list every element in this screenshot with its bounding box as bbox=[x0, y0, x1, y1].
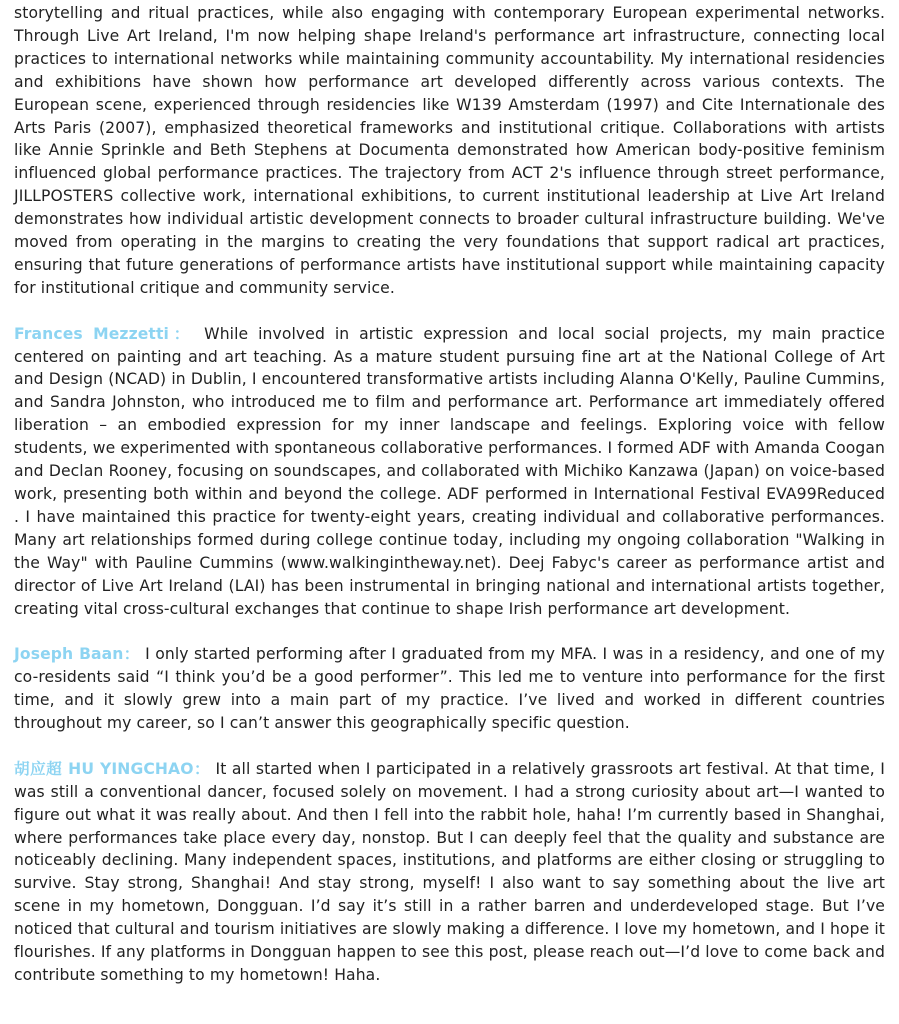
paragraph-text: While involved in artistic expression and local social projects, my main practice centered on painting and art teaching. As a mature student pursuing fine art at the National College of Art and Design (NCAD) in Dublin, I encountered transformative artists including Alanna O'Kelly, Pauline Cummins, and Sandra Johnston, who introduced me to film and performance art. Performance art immediately offered liberation – an embodied expression for my inner landscape and feelings. Exploring voice with fellow students, we experimented with spontaneous collaborative performances. I formed ADF with Amanda Coogan and Declan Rooney, focusing on soundscapes, and collaborated with Michiko Kanzawa (Japan) on voice-based work, presenting both within and beyond the college. ADF performed in International Festival EVA99Reduced . I have maintained this practice for twenty-eight years, creating individual and collaborative performances. Many art relationships formed during college continue today, including my ongoing collaboration "Walking in the Way" with Pauline Cummins (www.walkingintheway.net). Deej Fabyc's career as performance artist and director of Live Art Ireland (LAI) has been instrumental in bringing national and international artists together, creating vital cross-cultural exchanges that continue to shape Irish performance art development. bbox=[14, 324, 885, 618]
paragraph-text: I only started performing after I graduated from my MFA. I was in a residency, and one of my co-residents said “I think you’d be a good performer”. This led me to venture into performance for the first time, and it slowly grew into a main part of my practice. I’ve lived and worked in different countries throughout my career, so I can’t answer this geographically specific question. bbox=[14, 645, 885, 733]
speaker-name: Joseph Baan： bbox=[14, 645, 140, 664]
speaker-name: 胡应超 HU YINGCHAO： bbox=[14, 759, 211, 778]
paragraph-joseph-baan bbox=[14, 643, 885, 735]
paragraph-frances-mezzetti bbox=[14, 323, 885, 621]
paragraph-text: storytelling and ritual practices, while also engaging with contemporary European experimental networks. Through Live Art Ireland, I'm now helping shape Ireland's performance art infrastructure, connecting local practices to international networks while maintaining community accountability. My international residencies and exhibitions have shown how performance art developed differently across various contexts. The European scene, experienced through residencies like W139 Amsterdam (1997) and Cite Internationale des Arts Paris (2007), emphasized theoretical frameworks and institutional critique. Collaborations with artists like Annie Sprinkle and Beth Stephens at Documenta demonstrated how American body-positive feminism influenced global performance practices. The trajectory from ACT 2's influence through street performance, JILLPOSTERS collective work, international exhibitions, to current institutional leadership at Live Art Ireland demonstrates how individual artistic development connects to broader cultural infrastructure building. We've moved from operating in the margins to creating the very foundations that support radical art practices, ensuring that future generations of performance artists have institutional support while maintaining capacity for institutional critique and community service. bbox=[14, 4, 885, 297]
paragraph-hu-yingchao bbox=[14, 758, 885, 987]
paragraph-continuation bbox=[14, 2, 885, 300]
speaker-name: Frances Mezzetti： bbox=[14, 324, 195, 343]
paragraph-text: It all started when I participated in a relatively grassroots art festival. At that time, I was still a conventional dancer, focused solely on movement. I had a strong curiosity about art—I wanted to figure out what it was really about. And then I fell into the rabbit hole, haha! I’m currently based in Shanghai, where performances take place every day, nonstop. But I can deeply feel that the quality and substance are noticeably declining. Many independent spaces, institutions, and platforms are either closing or struggling to survive. Stay strong, Shanghai! And stay strong, myself! I also want to say something about the live art scene in my hometown, Dongguan. I’d say it’s still in a rather barren and underdeveloped stage. But I’ve noticed that cultural and tourism initiatives are slowly making a difference. I love my hometown, and I hope it flourishes. If any platforms in Dongguan happen to see this post, please reach out—I’d love to come back and contribute something to my hometown! Haha. bbox=[14, 759, 886, 985]
